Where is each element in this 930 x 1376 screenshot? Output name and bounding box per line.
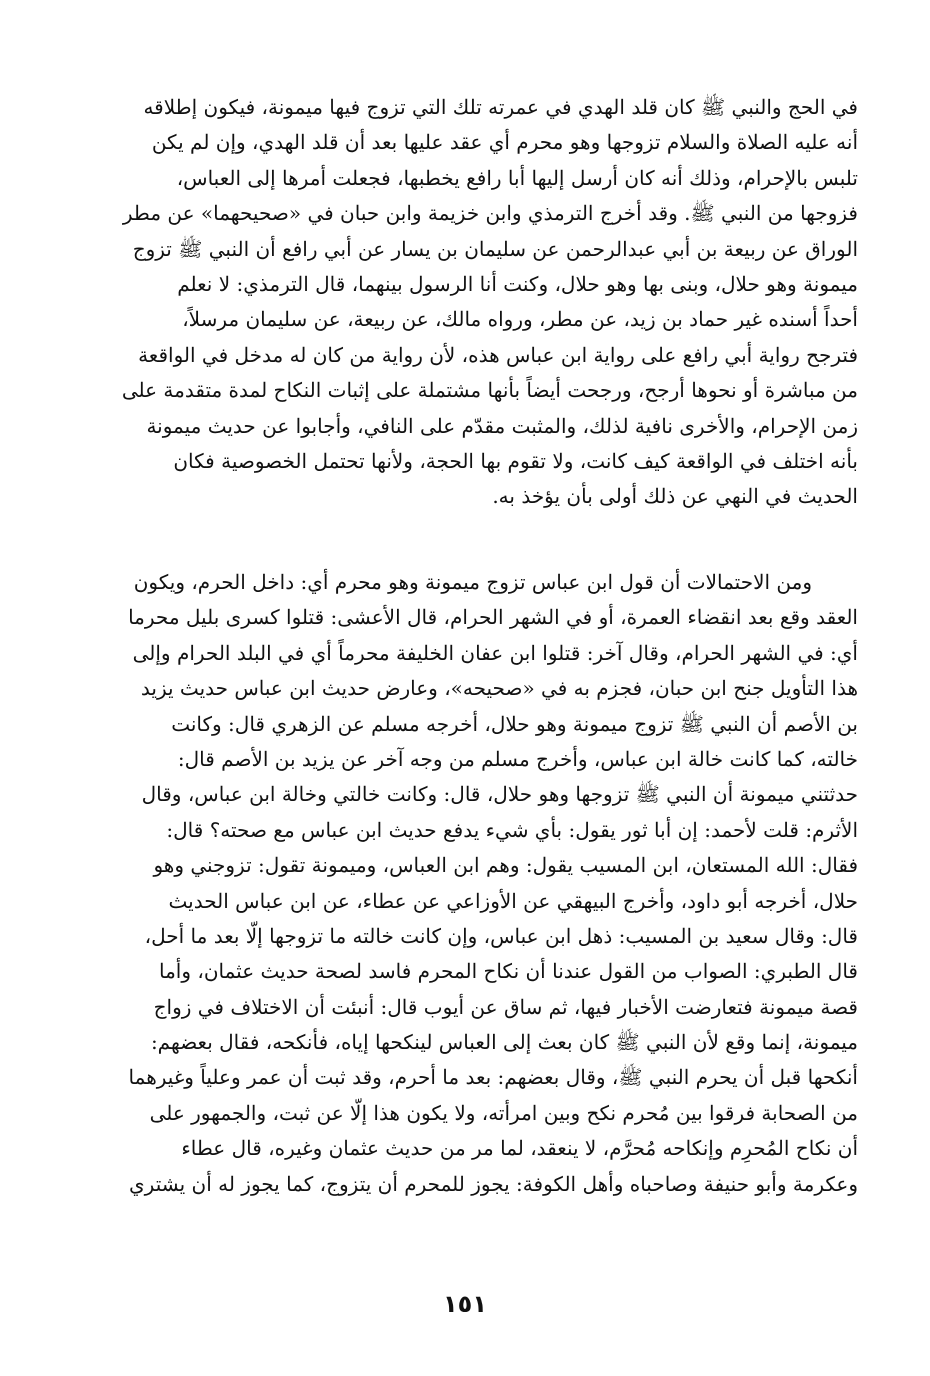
text-line: أنه عليه الصلاة والسلام تزوجها وهو محرم أي عقد عليها بعد أن قلد الهدي، وإن لم يكن bbox=[151, 130, 858, 155]
text-line: خالته، كما كانت خالة ابن عباس، وأخرج مسلم من وجه آخر عن يزيد بن الأصم قال: bbox=[177, 746, 858, 771]
text-line: في الحج والنبي ﷺ كان قلد الهدي في عمرته تلك التي تزوج فيها ميمونة، فيكون إطلاقه bbox=[143, 95, 858, 119]
text-line: أي: في الشهر الحرام، وقال آخر: قتلوا ابن عفان الخليفة محرماً أي في البلد الحرام وإلى bbox=[132, 640, 858, 665]
text-line: قال الطبري: الصواب من القول عندنا أن نكاح المحرم فاسد لصحة حديث عثمان، وأما bbox=[159, 959, 858, 984]
text-line: الوراق عن ربيعة بن أبي عبدالرحمن عن سليمان بن يسار عن أبي رافع أن النبي ﷺ تزوج bbox=[132, 236, 858, 261]
text-line: أحداً أسنده غير حماد بن زيد، عن مطر، ورواه مالك، عن ربيعة، عن سليمان مرسلاً، bbox=[182, 307, 858, 332]
text-line: بن الأصم أن النبي ﷺ تزوج ميمونة وهو حلال، أخرجه مسلم عن الزهري قال: وكانت bbox=[171, 711, 858, 736]
text-line: قال: وقال سعيد بن المسيب: ذهل ابن عباس، وإن كانت خالته ما تزوجها إلّا بعد ما أحل، bbox=[144, 923, 858, 948]
paragraph-1 bbox=[70, 90, 858, 515]
text-line: أنكحها قبل أن يحرم النبي ﷺ، وقال بعضهم: بعد ما أحرم، وقد ثبت أن عمر وعلياً وغيرهما bbox=[128, 1065, 858, 1090]
text-line: الأثرم: قلت لأحمد: إن أبا ثور يقول: بأي شيء يدفع حديث ابن عباس مع صحته؟ قال: bbox=[166, 817, 858, 842]
text-line: من الصحابة فرقوا بين مُحرم نكح وبين امرأته، ولا يكون هذا إلّا عن ثبت، والجمهور على bbox=[149, 1100, 858, 1125]
text-line: تلبس بالإحرام، وذلك أنه كان أرسل إليها أبا رافع يخطبها، فجعلت أمرها إلى العباس، bbox=[176, 165, 858, 190]
text-line: زمن الإحرام، والأخرى نافية لذلك، والمثبت مقدّم على النافي، وأجابوا عن حديث ميمونة bbox=[146, 413, 858, 438]
text-line: فزوجها من النبي ﷺ. وقد أخرج الترمذي وابن خزيمة وابن حبان في «صحيحهما» عن مطر bbox=[122, 201, 858, 226]
text-line: بأنه اختلف في الواقعة كيف كانت، ولا تقوم بها الحجة، ولأنها تحتمل الخصوصية فكان bbox=[173, 448, 858, 473]
text-line: أن نكاح المُحرِم وإنكاحه مُحرَّم، لا ينعقد، لما مر من حديث عثمان وغيره، قال عطاء bbox=[181, 1136, 858, 1161]
text-line: الحديث في النهي عن ذلك أولى بأن يؤخذ به. bbox=[492, 484, 858, 509]
text-line: من مباشرة أو نحوها أرجح، ورجحت أيضاً بأنها مشتملة على إثبات النكاح لمدة متقدمة على bbox=[121, 378, 858, 403]
page-number: ١٥١ bbox=[443, 1290, 487, 1318]
text-line: ومن الاحتمالات أن قول ابن عباس تزوج ميمونة وهو محرم أي: داخل الحرم، ويكون bbox=[133, 570, 812, 594]
text-line: ميمونة وهو حلال، وبنى بها وهو حلال، وكنت أنا الرسول بينهما، قال الترمذي: لا نعلم bbox=[177, 271, 858, 296]
text-line: حدثتني ميمونة أن النبي ﷺ تزوجها وهو حلال، قال: وكانت خالتي وخالة ابن عباس، وقال bbox=[141, 782, 858, 807]
text-line: قصة ميمونة فتعارضت الأخبار فيها، ثم ساق عن أيوب قال: أنبئت أن الاختلاف في زواج bbox=[153, 994, 858, 1019]
text-line: العقد وقع بعد انقضاء العمرة، أو في الشهر الحرام، قال الأعشى: قتلوا كسرى بليل محرما bbox=[128, 605, 858, 630]
text-line: فقال: الله المستعان، ابن المسيب يقول: وهم ابن العباس، وميمونة تقول: تزوجني وهو bbox=[153, 853, 858, 878]
text-line: فترجح رواية أبي رافع على رواية ابن عباس هذه، لأن رواية من كان له مدخل في الواقعة bbox=[138, 342, 858, 367]
text-line: حلال، أخرجه أبو داود، وأخرج البيهقي عن الأوزاعي عن عطاء، عن ابن عباس الحديث bbox=[168, 888, 858, 913]
text-line: هذا التأويل جنح ابن حبان، فجزم به في «صحيحه»، وعارض حديث ابن عباس حديث يزيد bbox=[140, 676, 858, 701]
text-line: وعكرمة وأبو حنيفة وصاحباه وأهل الكوفة: يجوز للمحرم أن يتزوج، كما يجوز له أن يشتري bbox=[129, 1171, 858, 1196]
paragraph-2 bbox=[70, 565, 858, 1202]
text-line: ميمونة، إنما وقع لأن النبي ﷺ كان بعث إلى العباس لينكحها إياه، فأنكحه، فقال بعضهم: bbox=[150, 1030, 858, 1055]
